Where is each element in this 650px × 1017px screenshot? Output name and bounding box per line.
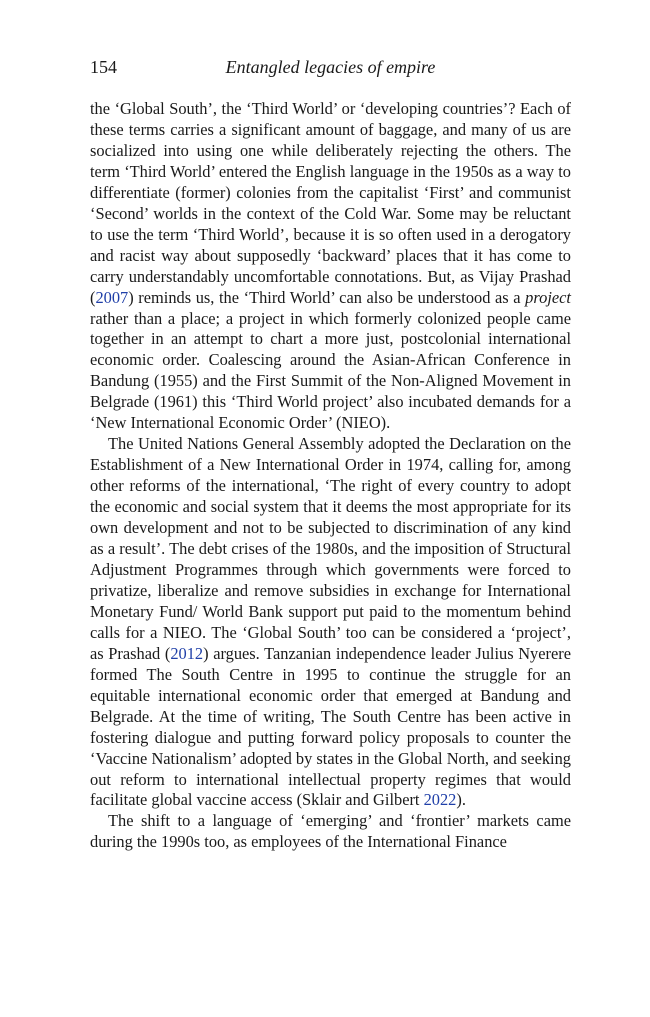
- page-number: 154: [90, 57, 117, 77]
- paragraph-text: the ‘Global South’, the ‘Third World’ or ‘developing countries’? Each of these terms carries a significant amount of baggage, and many of us are socialized into using one while deliberately rejecting the others. The term ‘Third World’ entered the English language in the 1950s as a way to differentiate (former) colonies from the capitalist ‘First’ and communist ‘Second’ worlds in the context of the Cold War. Some may be reluctant to use the term ‘Third World’, because it is so often used in a derogatory and racist way about supposedly ‘backward’ places that it has come to carry understandably uncomfortable connotations. But, as Vijay Prashad (: [90, 99, 571, 307]
- citation-link[interactable]: 2007: [95, 287, 129, 307]
- paragraph-2: [90, 434, 571, 811]
- paragraph-text: ) reminds us, the ‘Third World’ can also be understood as a: [128, 287, 526, 307]
- body-text: [90, 99, 571, 853]
- paragraph-3: [90, 811, 571, 853]
- emphasis-text: project: [525, 287, 571, 307]
- page-header: [90, 57, 571, 79]
- paragraph-text: ) argues. Tanzanian independence leader Julius Nyerere formed The South Centre in 1995 to continue the struggle for an equitable international economic order that emerged at Bandung and Belgrade. At the time of writing, The South Centre has been active in fostering dialogue and putting forward policy proposals to counter the ‘Vaccine Nationalism’ adopted by states in the Global North, and seeking out reform to international intellectual property regimes that would facilitate global vaccine access (Sklair and Gilbert: [90, 643, 571, 810]
- paragraph-text: ).: [456, 790, 466, 810]
- citation-link[interactable]: 2022: [423, 790, 457, 810]
- running-title: Entangled legacies of empire: [225, 57, 436, 77]
- citation-link[interactable]: 2012: [170, 643, 204, 663]
- paragraph-text: The shift to a language of ‘emerging’ and ‘frontier’ markets came during the 1990s too, as employees of the International Finance: [90, 811, 571, 852]
- paragraph-text: rather than a place; a project in which formerly colonized people came together in an attempt to chart a more just, postcolonial international economic order. Coalescing around the Asian-African Conference in Bandung (1955) and the First Summit of the Non-Aligned Movement in Belgrade (1961) this ‘Third World project’ also incubated demands for a ‘New International Economic Order’ (NIEO).: [90, 308, 571, 433]
- paragraph-text: The United Nations General Assembly adopted the Declaration on the Establishment of a New International Order in 1974, calling for, among other reforms of the international, ‘The right of every country to adopt the economic and social system that it deems the most appropriate for its own development and not to be subjected to discrimination of any kind as a result’. The debt crises of the 1980s, and the imposition of Structural Adjustment Programmes through which governments were forced to privatize, liberalize and remove subsidies in exchange for International Monetary Fund/ World Bank support put paid to the momentum behind calls for a NIEO. The ‘Global South’ too can be considered a ‘project’, as Prashad (: [90, 434, 571, 663]
- paragraph-1: [90, 99, 571, 434]
